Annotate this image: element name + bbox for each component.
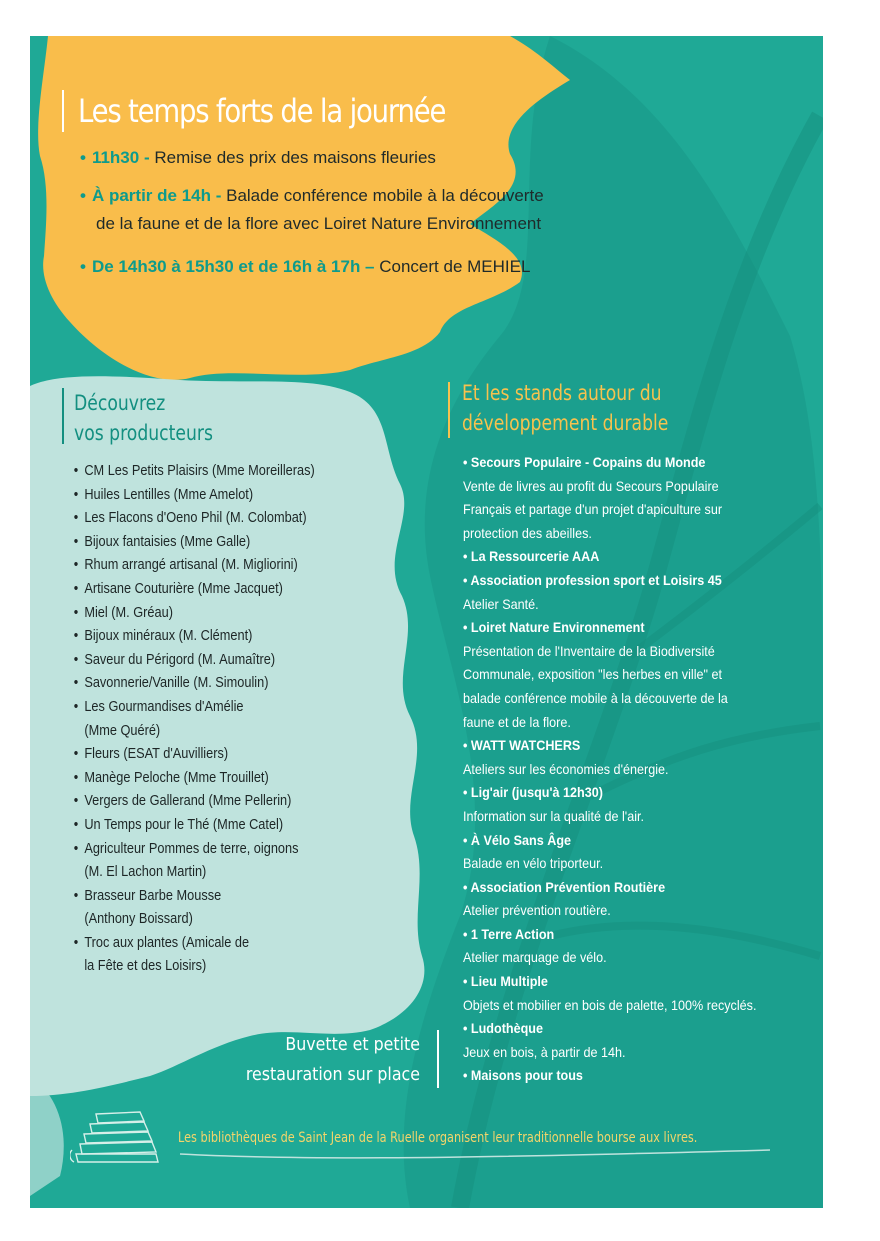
producer-item (72, 885, 315, 932)
stand-name: • À Vélo Sans Âge (463, 831, 572, 848)
producer-line1: Un Temps pour le Thé (Mme Catel) (84, 816, 284, 833)
producer-line1: Agriculteur Pommes de terre, oignons (84, 840, 299, 857)
stand-description: Balade en vélo triporteur. (463, 855, 604, 872)
producers-title-line2: vos producteurs (74, 421, 213, 445)
stand-name: • 1 Terre Action (463, 925, 555, 942)
stand-description: faune et de la flore. (463, 713, 571, 730)
producer-item (72, 531, 315, 555)
stand-description: Ateliers sur les économies d'énergie. (463, 760, 669, 777)
stand-description: Atelier marquage de vélo. (463, 949, 607, 966)
producer-line1: Manège Peloche (Mme Trouillet) (84, 769, 269, 786)
highlight-text: Remise des prix des maisons fleuries (154, 148, 436, 167)
stand-description: Information sur la qualité de l'air. (463, 807, 645, 824)
bullet: • (80, 186, 86, 205)
producer-line1: Les Flacons d'Oeno Phil (M. Colombat) (84, 510, 307, 527)
highlight-item (80, 253, 530, 281)
producer-line1: Brasseur Barbe Mousse (84, 887, 222, 904)
stands-title (462, 378, 668, 438)
producer-line2: (Mme Quéré) (84, 722, 161, 739)
producer-item (72, 507, 315, 531)
producer-line2: (Anthony Boissard) (84, 911, 193, 928)
producer-item (72, 649, 315, 673)
stand-description: balade conférence mobile à la découverte de la (463, 689, 728, 706)
producers-title (74, 388, 213, 448)
buvette-line1: Buvette et petite (285, 1034, 420, 1055)
stand-name: • Maisons pour tous (463, 1067, 583, 1084)
highlight-time: De 14h30 à 15h30 et de 16h à 17h – (91, 257, 375, 276)
stand-description: Vente de livres au profit du Secours Populaire (463, 477, 719, 494)
producer-line1: Miel (M. Gréau) (84, 604, 173, 621)
stand-description: Objets et mobilier en bois de palette, 100% recyclés. (463, 996, 757, 1013)
stands-list (463, 451, 805, 1088)
highlight-text: Balade conférence mobile à la découverte (226, 186, 544, 205)
stand-description: protection des abeilles. (463, 524, 592, 541)
producer-item (72, 484, 315, 508)
highlight-item (80, 182, 544, 238)
buvette-line2: restauration sur place (245, 1064, 420, 1085)
producer-item (72, 790, 315, 814)
stand-description: Communale, exposition "les herbes en ville" et (463, 666, 722, 683)
highlight-time: 11h30 - (91, 148, 150, 167)
producer-line1: Troc aux plantes (Amicale de (84, 934, 250, 951)
producer-line1: Savonnerie/Vanille (M. Simoulin) (84, 675, 269, 692)
stand-description: Jeux en bois, à partir de 14h. (463, 1043, 626, 1060)
producer-item (72, 767, 315, 791)
highlight-text-cont: de la faune et de la flore avec Loiret Nature Environnement (96, 214, 542, 233)
footer-text: Les bibliothèques de Saint Jean de la Ruelle organisent leur traditionnelle bourse aux livres. (178, 1130, 698, 1146)
stands-title-line2: développement durable (462, 411, 669, 435)
producer-line2: la Fête et des Loisirs) (84, 958, 207, 975)
producer-item (72, 696, 315, 743)
producer-line1: Bijoux fantaisies (Mme Galle) (84, 533, 251, 550)
producer-item (72, 460, 315, 484)
producers-list (72, 460, 315, 979)
books-icon (70, 1104, 170, 1166)
stand-name: • Secours Populaire - Copains du Monde (463, 454, 706, 470)
stand-name: • WATT WATCHERS (463, 737, 581, 754)
producer-line2: (M. El Lachon Martin) (84, 864, 207, 881)
producer-item (72, 578, 315, 602)
producer-line1: Bijoux minéraux (M. Clément) (84, 628, 253, 645)
bullet: • (80, 257, 86, 276)
producer-line1: Vergers de Gallerand (Mme Pellerin) (84, 793, 292, 810)
stand-name: • Lieu Multiple (463, 973, 548, 990)
producer-line1: Saveur du Périgord (M. Aumaître) (84, 651, 276, 668)
producer-item (72, 625, 315, 649)
producer-line1: Rhum arrangé artisanal (M. Migliorini) (84, 557, 298, 574)
producer-line1: Fleurs (ESAT d'Auvilliers) (84, 746, 229, 763)
producer-item (72, 814, 315, 838)
stands-bar-accent (448, 382, 450, 438)
buvette-notice (244, 1030, 420, 1090)
highlight-item (80, 144, 436, 172)
bullet: • (80, 148, 86, 167)
stand-description: Atelier Santé. (463, 595, 539, 612)
stand-description: Présentation de l'Inventaire de la Biodiversité (463, 642, 715, 659)
producer-line1: Les Gourmandises d'Amélie (84, 698, 244, 715)
buvette-bar-accent (437, 1030, 439, 1088)
producer-line1: Artisane Couturière (Mme Jacquet) (84, 580, 283, 597)
producer-item (72, 932, 315, 979)
stand-name: • Lig'air (jusqu'à 12h30) (463, 784, 603, 801)
producers-title-line1: Découvrez (74, 391, 166, 415)
stand-name: • La Ressourcerie AAA (463, 548, 600, 565)
stand-description: Atelier prévention routière. (463, 902, 611, 919)
highlight-time: À partir de 14h - (91, 186, 222, 205)
stand-name: • Ludothèque (463, 1020, 544, 1037)
highlight-text: Concert de MEHIEL (379, 257, 531, 276)
producers-bar-accent (62, 388, 64, 444)
stand-name: • Loiret Nature Environnement (463, 619, 645, 636)
producer-item (72, 743, 315, 767)
stands-title-line1: Et les stands autour du (462, 381, 662, 405)
title-bar-accent (62, 90, 64, 132)
producer-item (72, 838, 315, 885)
producer-line1: Huiles Lentilles (Mme Amelot) (84, 486, 254, 503)
producer-item (72, 672, 315, 696)
stand-name: • Association Prévention Routière (463, 878, 666, 895)
producer-item (72, 602, 315, 626)
producer-line1: CM Les Petits Plaisirs (Mme Moreilleras) (84, 463, 315, 479)
producer-item (72, 554, 315, 578)
stand-description: Français et partage d'un projet d'apiculture sur (463, 501, 723, 518)
poster (30, 36, 823, 1208)
page-title: Les temps forts de la journée (78, 92, 446, 130)
stand-name: • Association profession sport et Loisirs 45 (463, 571, 722, 588)
